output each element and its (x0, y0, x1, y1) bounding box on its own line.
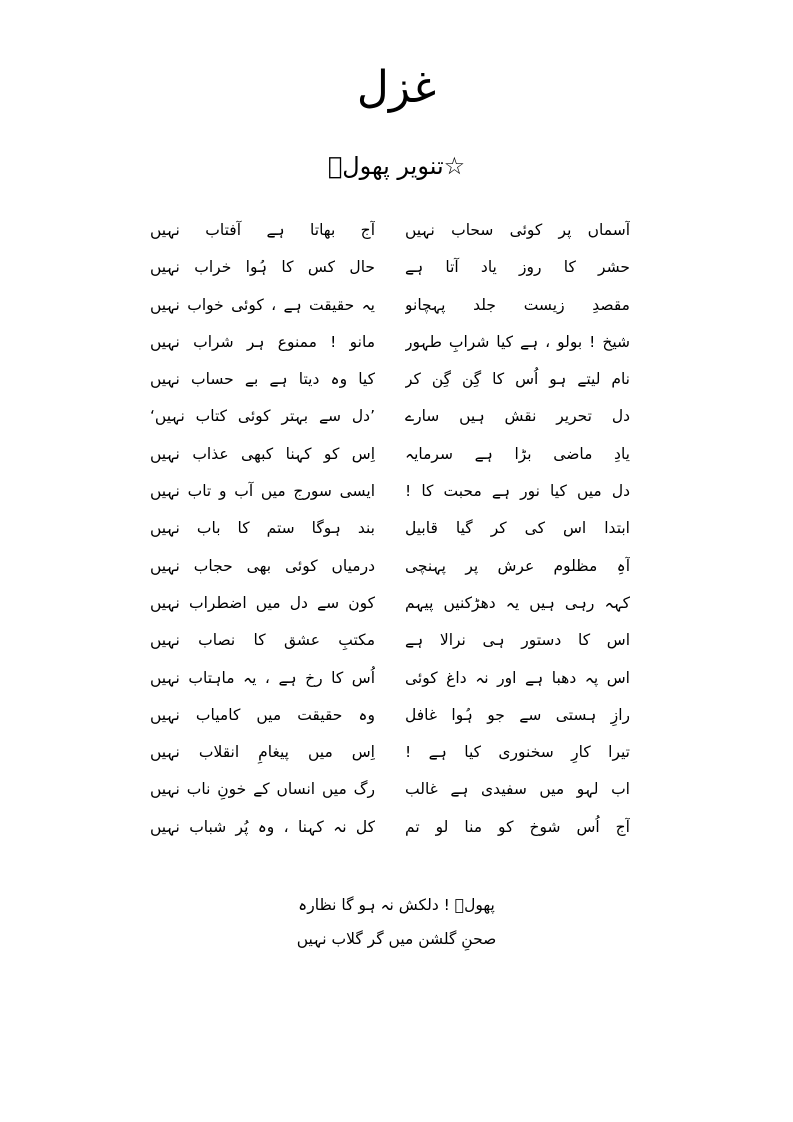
couplet-second-line: ایسی سورج میں آب و تاب نہیں (150, 482, 375, 501)
couplet (150, 398, 630, 435)
couplet (150, 287, 630, 324)
couplet-second-line: بند ہوگا ستم کا باب نہیں (150, 519, 375, 538)
couplet-first-line: اس کا دستور ہی نرالا ہے (405, 631, 630, 650)
couplet-first-line: رازِ ہستی سے جو ہُوا غافل (405, 705, 630, 724)
couplet-second-line: وہ حقیقت میں کامیاب نہیں (150, 705, 375, 724)
couplet-second-line: درمیاں کوئی بھی حجاب نہیں (150, 556, 375, 575)
couplet (150, 548, 630, 585)
couplet (150, 622, 630, 659)
couplet (150, 436, 630, 473)
couplet-second-line: آج بھاتا ہے آفتاب نہیں (150, 221, 375, 239)
maqta-second-line: صحنِ گلشن میں گر گلاب نہیں (296, 930, 497, 948)
couplet-first-line: مقصدِ زیست جلد پہچانو (405, 295, 630, 314)
couplet-second-line: یہ حقیقت ہے ، کوئی خواب نہیں (150, 295, 375, 314)
couplet-second-line: مانو ! ممنوع ہر شراب نہیں (150, 332, 375, 351)
couplet-first-line: آج اُس شوخ کو منا لو تم (405, 817, 630, 836)
couplet-first-line: نام لیتے ہو اُس کا گِن گِن کر (405, 370, 630, 389)
couplet-second-line: اِس میں پیغامِ انقلاب نہیں (150, 743, 375, 762)
page-title: غزل (356, 62, 437, 113)
poet-name: ☆تنویر پھولؔ (327, 152, 466, 180)
couplet-first-line: ابتدا اس کی کر گیا قابیل (405, 519, 630, 538)
couplet-first-line: یادِ ماضی بڑا ہے سرمایہ (405, 444, 630, 463)
couplet-first-line: آہِ مظلوم عرش پر پہنچی (405, 556, 630, 575)
couplet-second-line: کل نہ کہنا ، وہ پُر شباب نہیں (150, 817, 375, 836)
couplet (150, 771, 630, 808)
couplet-first-line: شیخ ! بولو ، ہے کیا شرابِ طہور (405, 332, 630, 351)
couplet (150, 324, 630, 361)
couplet (150, 510, 630, 547)
couplet-second-line: کون سے دل میں اضطراب نہیں (150, 593, 375, 612)
couplet (150, 585, 630, 622)
couplet (150, 473, 630, 510)
couplet-second-line: کیا وہ دیتا ہے بے حساب نہیں (150, 370, 375, 389)
couplet-first-line: اب لہو میں سفیدی ہے غالب (405, 780, 630, 799)
couplet-first-line: دل تحریر نقش ہیں سارے (405, 407, 630, 426)
couplet (150, 697, 630, 734)
couplet (150, 212, 630, 249)
couplet-second-line: اُس کا رخ ہے ، یہ ماہتاب نہیں (150, 668, 375, 687)
couplet-second-line: مکتبِ عشق کا نصاب نہیں (150, 631, 375, 650)
couplet-second-line: رگ میں انساں کے خونِ ناب نہیں (150, 780, 375, 799)
couplet-second-line: حال کس کا ہُوا خراب نہیں (150, 258, 375, 277)
couplet (150, 809, 630, 846)
couplet (150, 249, 630, 286)
couplet-second-line: ’دل سے بہتر کوئی کتاب نہیں‘ (150, 407, 375, 426)
couplet-first-line: حشر کا روز یاد آتا ہے (405, 258, 630, 277)
couplet (150, 734, 630, 771)
maqta-first-line: پھولؔ ! دلکش نہ ہو گا نظارہ (298, 896, 495, 914)
couplet-first-line: دل میں کیا نور ہے محبت کا ! (405, 482, 630, 501)
maqta-couplet (0, 888, 793, 956)
couplet-first-line: اس پہ دھبا ہے اور نہ داغ کوئی (405, 668, 630, 687)
couplet (150, 660, 630, 697)
couplet-first-line: تیرا کارِ سخنوری کیا ہے ! (405, 743, 630, 762)
ghazal-couplets (150, 212, 630, 846)
couplet-second-line: اِس کو کہنا کبھی عذاب نہیں (150, 444, 375, 463)
couplet (150, 361, 630, 398)
couplet-first-line: کہہ رہی ہیں یہ دھڑکنیں پیہم (405, 593, 630, 612)
couplet-first-line: آسماں پر کوئی سحاب نہیں (405, 221, 630, 239)
